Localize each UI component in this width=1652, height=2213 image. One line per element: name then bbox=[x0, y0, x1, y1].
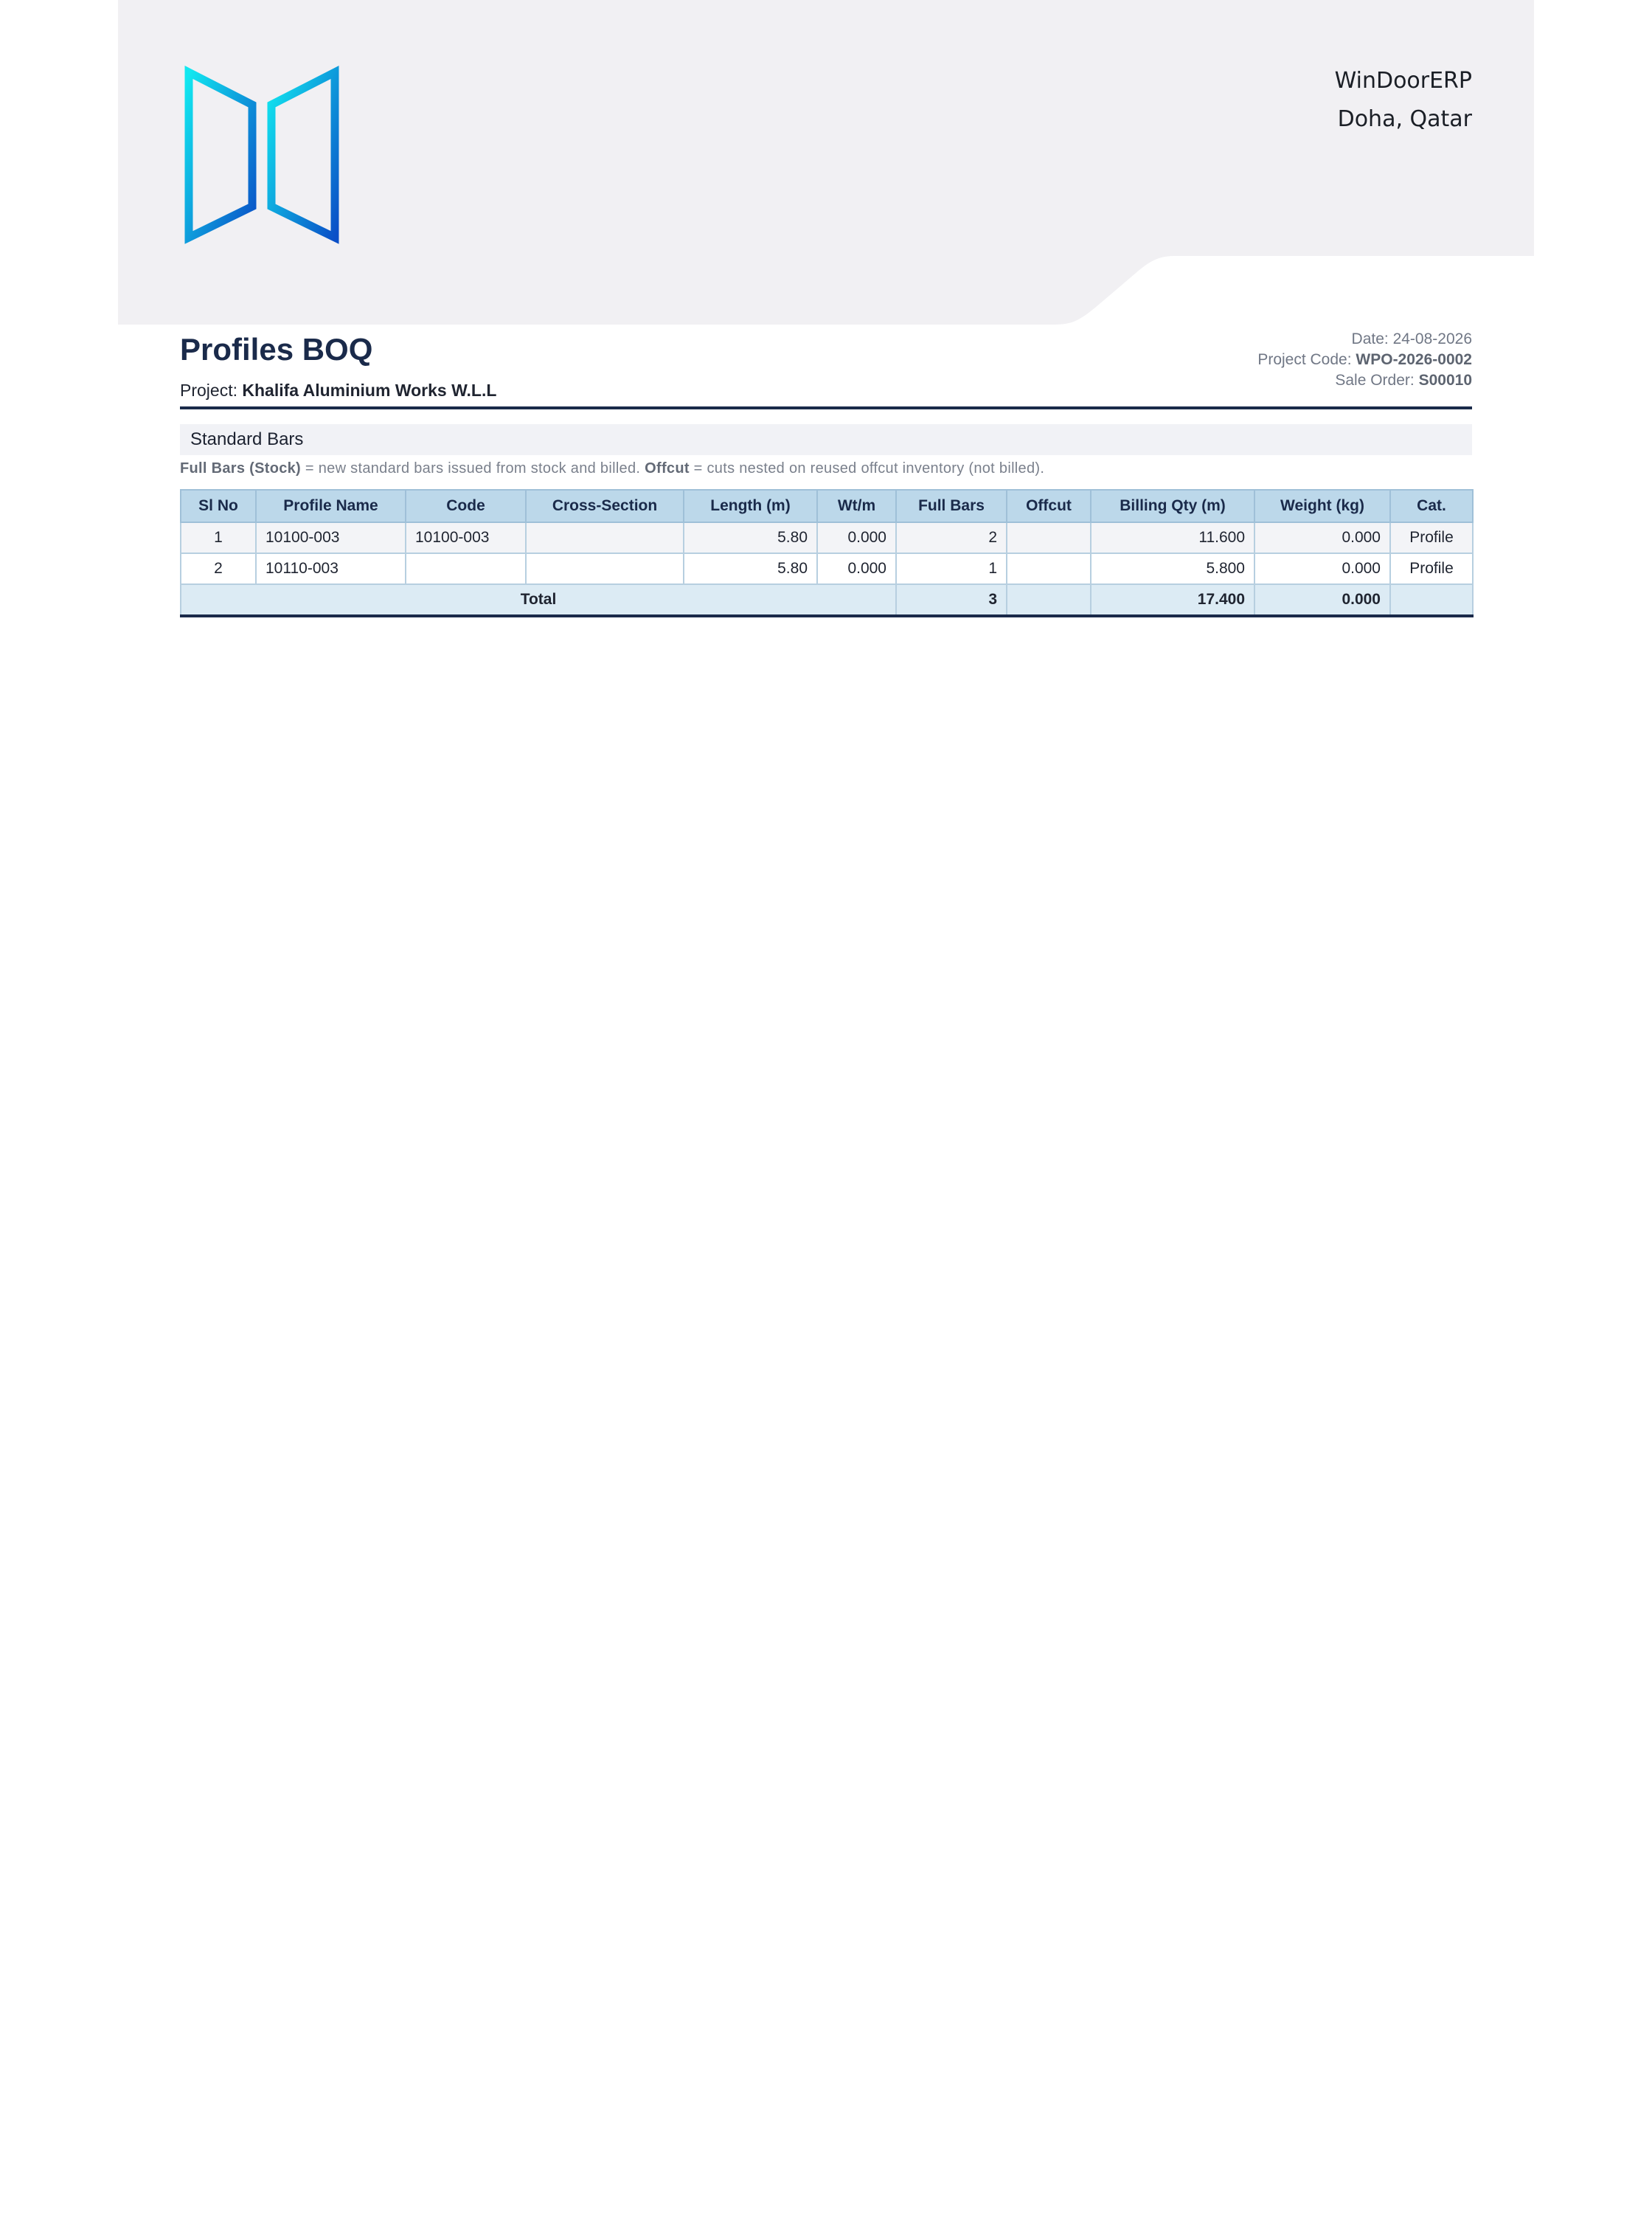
note-offcut-desc: = cuts nested on reused offcut inventory (not billed). bbox=[689, 460, 1045, 477]
total-label: Total bbox=[181, 584, 896, 616]
cell-wt-m: 0.000 bbox=[817, 522, 896, 553]
project-code-value: WPO-2026-0002 bbox=[1356, 351, 1472, 368]
table-row bbox=[181, 522, 1473, 553]
cell-billing-qty: 5.800 bbox=[1091, 553, 1254, 584]
company-location: Doha, Qatar bbox=[1337, 106, 1472, 132]
cell-cat: Profile bbox=[1390, 553, 1473, 584]
cell-profile-name: 10100-003 bbox=[256, 522, 406, 553]
cell-offcut bbox=[1007, 522, 1091, 553]
cell-wt-m: 0.000 bbox=[817, 553, 896, 584]
total-full-bars: 3 bbox=[896, 584, 1007, 616]
date-value: 24-08-2026 bbox=[1392, 330, 1472, 347]
company-info bbox=[1335, 62, 1472, 139]
note-full-bars-desc: = new standard bars issued from stock and billed. bbox=[301, 460, 645, 477]
header-length: Length (m) bbox=[684, 490, 817, 522]
header-full-bars: Full Bars bbox=[896, 490, 1007, 522]
total-cat bbox=[1390, 584, 1473, 616]
total-billing-qty: 17.400 bbox=[1091, 584, 1254, 616]
project-name: Khalifa Aluminium Works W.L.L bbox=[242, 381, 497, 400]
window-logo-icon bbox=[184, 65, 339, 246]
header-offcut: Offcut bbox=[1007, 490, 1091, 522]
project-code-line bbox=[1257, 350, 1472, 370]
page-title: Profiles BOQ bbox=[180, 332, 373, 367]
project-label: Project: bbox=[180, 381, 237, 400]
document-meta bbox=[1257, 329, 1472, 391]
title-divider bbox=[180, 406, 1472, 409]
cell-full-bars: 1 bbox=[896, 553, 1007, 584]
cell-length: 5.80 bbox=[684, 553, 817, 584]
header-cat: Cat. bbox=[1390, 490, 1473, 522]
section-title: Standard Bars bbox=[180, 424, 1472, 455]
sale-order-label: Sale Order: bbox=[1335, 372, 1415, 389]
project-code-label: Project Code: bbox=[1257, 351, 1352, 368]
header-profile-name: Profile Name bbox=[256, 490, 406, 522]
cell-length: 5.80 bbox=[684, 522, 817, 553]
sale-order-line bbox=[1257, 370, 1472, 391]
header-wt-m: Wt/m bbox=[817, 490, 896, 522]
company-name: WinDoorERP bbox=[1334, 68, 1472, 94]
table-row bbox=[181, 553, 1473, 584]
project-line bbox=[180, 381, 496, 401]
header-weight: Weight (kg) bbox=[1254, 490, 1390, 522]
cell-cat: Profile bbox=[1390, 522, 1473, 553]
header-code: Code bbox=[406, 490, 526, 522]
cell-weight: 0.000 bbox=[1254, 522, 1390, 553]
cell-code: 10100-003 bbox=[406, 522, 526, 553]
note-full-bars-term: Full Bars (Stock) bbox=[180, 460, 302, 477]
cell-cross-section bbox=[526, 553, 684, 584]
cell-sl-no: 1 bbox=[181, 522, 256, 553]
cell-weight: 0.000 bbox=[1254, 553, 1390, 584]
cell-code bbox=[406, 553, 526, 584]
table-header-row bbox=[181, 490, 1473, 522]
total-offcut bbox=[1007, 584, 1091, 616]
header-cross-section: Cross-Section bbox=[526, 490, 684, 522]
cell-profile-name: 10110-003 bbox=[256, 553, 406, 584]
note-offcut-term: Offcut bbox=[645, 460, 690, 477]
cell-sl-no: 2 bbox=[181, 553, 256, 584]
table-total-row bbox=[181, 584, 1473, 616]
document-page bbox=[118, 0, 1534, 2213]
cell-cross-section bbox=[526, 522, 684, 553]
cell-full-bars: 2 bbox=[896, 522, 1007, 553]
total-weight: 0.000 bbox=[1254, 584, 1390, 616]
title-block bbox=[180, 329, 496, 401]
section-note bbox=[180, 459, 1044, 478]
header-billing-qty: Billing Qty (m) bbox=[1091, 490, 1254, 522]
date-line bbox=[1257, 329, 1472, 350]
profiles-boq-table bbox=[180, 489, 1474, 617]
cell-offcut bbox=[1007, 553, 1091, 584]
date-label: Date: bbox=[1351, 330, 1389, 347]
header-sl-no: Sl No bbox=[181, 490, 256, 522]
cell-billing-qty: 11.600 bbox=[1091, 522, 1254, 553]
sale-order-value: S00010 bbox=[1418, 372, 1472, 389]
